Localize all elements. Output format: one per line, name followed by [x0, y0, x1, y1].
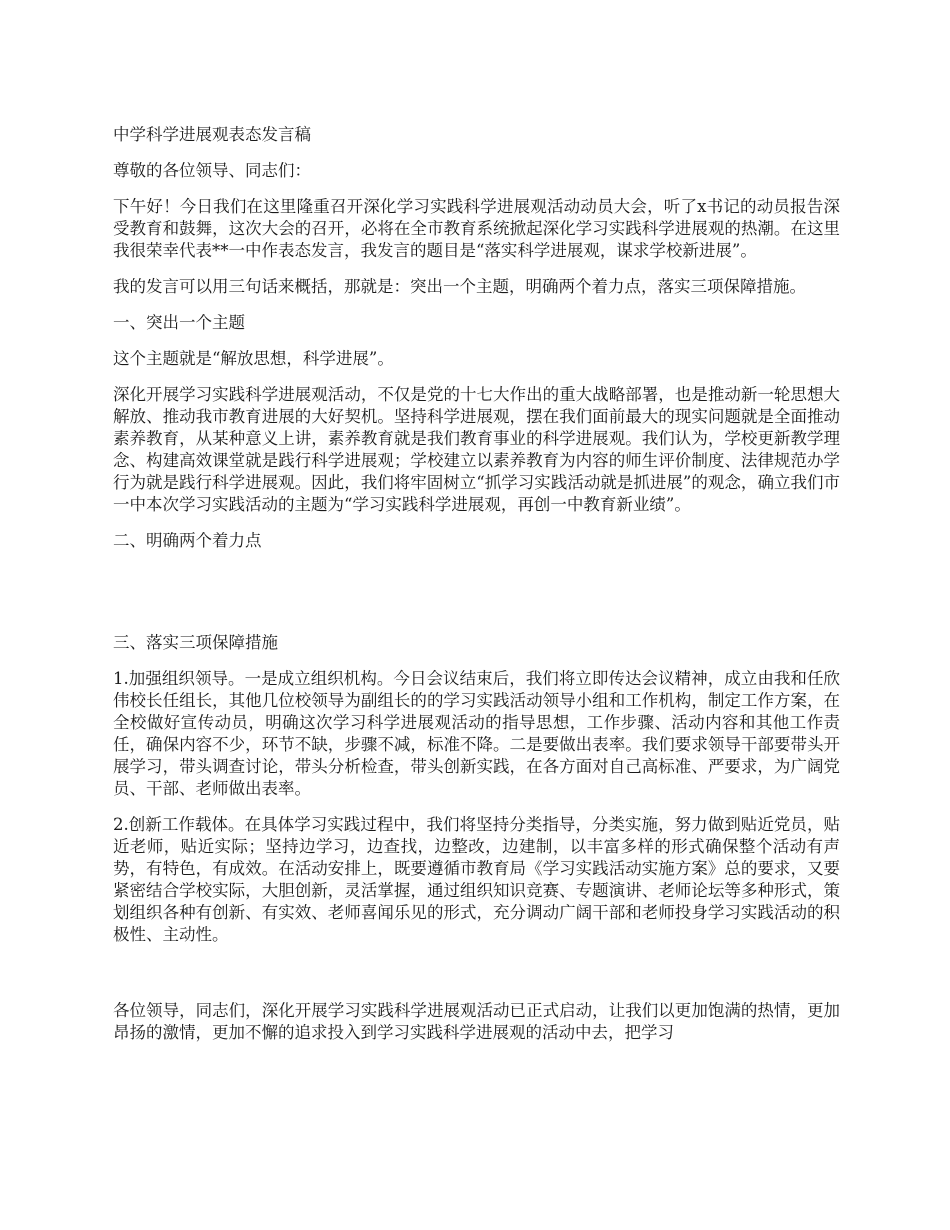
section2-heading: 二、明确两个着力点	[113, 531, 262, 550]
intro-paragraph: 下午好！今日我们在这里隆重召开深化学习实践科学进展观活动动员大会，听了x书记的动员报告深受教育和鼓舞，这次大会的召开，必将在全市教育系统掀起深化学习实践科学进展观的热潮。在这里我很荣幸代表**一中作表态发言，我发言的题目是“落实科学进展观，谋求学校新进展”。	[113, 197, 840, 260]
document-title: 中学科学进展观表态发言稿	[113, 125, 311, 144]
section3-heading: 三、落实三项保障措施	[113, 633, 278, 652]
salutation: 尊敬的各位领导、同志们：	[113, 161, 311, 180]
blank-space	[113, 960, 840, 1000]
summary-paragraph: 我的发言可以用三句话来概括，那就是：突出一个主题，明确两个着力点，落实三项保障措施。	[113, 277, 806, 296]
section1-body: 深化开展学习实践科学进展观活动，不仅是党的十七大作出的重大战略部署，也是推动新一轮思想大解放、推动我市教育进展的大好契机。坚持科学进展观，摆在我们面前最大的现实问题就是全面推动素养教育，从某种意义上讲，素养教育就是我们教育事业的科学进展观。我们认为，学校更新教学理念、构建高效课堂就是践行科学进展观；学校建立以素养教育为内容的师生评价制度、法律规范办学行为就是践行科学进展观。因此，我们将牢固树立“抓学习实践活动就是抓进展”的观念，确立我们市一中本次学习实践活动的主题为“学习实践科学进展观，再创一中教育新业绩”。	[113, 385, 840, 514]
closing-paragraph: 各位领导，同志们，深化开展学习实践科学进展观活动已正式启动，让我们以更加饱满的热情，更加昂扬的激情，更加不懈的追求投入到学习实践科学进展观的活动中去，把学习	[113, 1001, 840, 1042]
section3-item2: 2.创新工作载体。在具体学习实践过程中，我们将坚持分类指导，分类实施，努力做到贴近党员，贴近老师，贴近实际；坚持边学习，边查找，边整改，边建制，以丰富多样的形式确保整个活动有声势，有特色，有成效。在活动安排上，既要遵循市教育局《学习实践活动实施方案》总的要求，又要紧密结合学校实际，大胆创新，灵活掌握，通过组织知识竞赛、专题演讲、老师论坛等多种形式，策划组织各种有创新、有实效、老师喜闻乐见的形式，充分调动广阔干部和老师投身学习实践活动的积极性、主动性。	[113, 815, 840, 944]
section1-theme: 这个主题就是“解放思想，科学进展”。	[113, 349, 394, 368]
blank-space	[113, 566, 840, 632]
document-body	[113, 124, 840, 1058]
section3-item1: 1.加强组织领导。一是成立组织机构。今日会议结束后，我们将立即传达会议精神，成立由我和任欣伟校长任组长，其他几位校领导为副组长的的学习实践活动领导小组和工作机构，制定工作方案，在全校做好宣传动员，明确这次学习科学进展观活动的指导思想，工作步骤、活动内容和其他工作责任，确保内容不少，环节不缺，步骤不减，标准不降。二是要做出表率。我们要求领导干部要带头开展学习，带头调查讨论，带头分析检查，带头创新实践，在各方面对自己高标准、严要求，为广阔党员、干部、老师做出表率。	[113, 669, 840, 798]
section1-heading: 一、突出一个主题	[113, 313, 245, 332]
